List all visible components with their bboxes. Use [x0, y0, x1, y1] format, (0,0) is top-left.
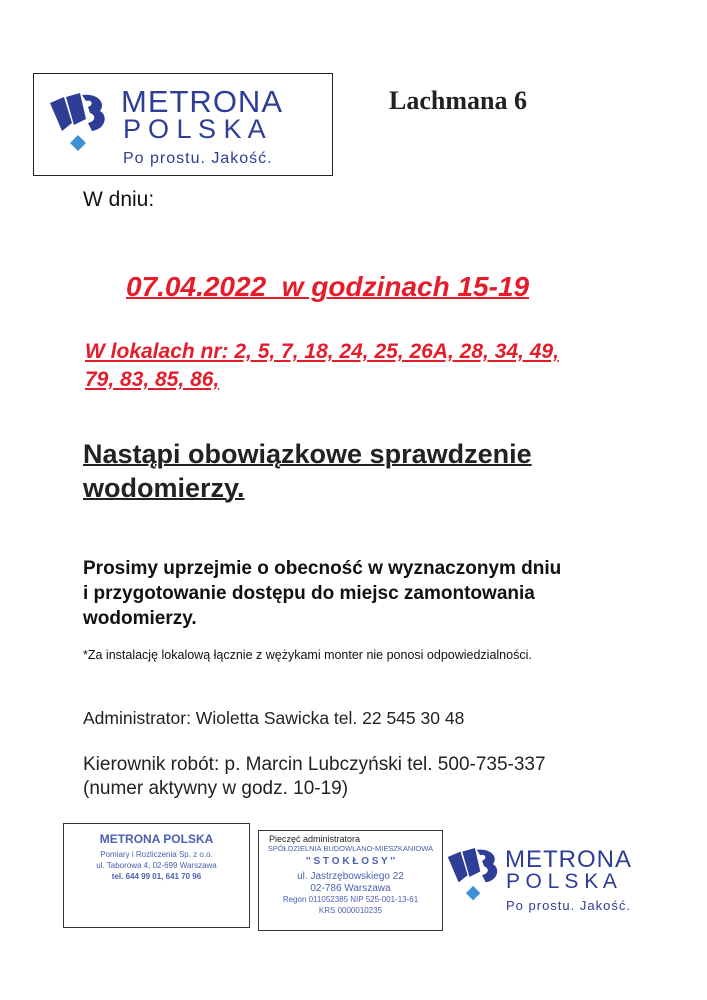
headline-line-2: wodomierzy.	[83, 473, 245, 503]
logo-tagline: Po prostu. Jakość.	[123, 150, 273, 167]
administrator-stamp	[258, 830, 443, 931]
company-stamp	[63, 823, 250, 928]
metrona-logo-box	[33, 73, 333, 176]
inspection-date: 07.04.2022 w godzinach 15-19	[126, 271, 530, 302]
headline-line-1: Nastąpi obowiązkowe sprawdzenie	[83, 439, 532, 469]
building-address: Lachmana 6	[389, 86, 527, 115]
liability-footnote: *Za instalację lokalową łącznie z wężykami monter nie ponosi odpowiedzialności.	[83, 648, 532, 662]
administrator-stamp-line-1: SPÓŁDZIELNIA BUDOWLANO-MIESZKANIOWA	[267, 844, 434, 853]
company-stamp-line-2: ul. Taborowa 4, 02-699 Warszawa	[96, 861, 217, 870]
administrator-stamp-line-3: ul. Jastrzębowskiego 22	[297, 871, 404, 882]
metrona-logo-icon	[48, 89, 110, 159]
footer-logo-wordmark-polska: P O L S K A	[506, 870, 617, 893]
date-intro: W dniu:	[83, 188, 155, 211]
notice-headline	[83, 437, 643, 505]
company-stamp-line-1: Pomiary i Rozliczenia Sp. z o.o.	[100, 850, 213, 859]
metrona-logo-icon	[446, 844, 502, 908]
logo-wordmark-polska: P O L S K A	[123, 114, 266, 144]
apartment-list-line-1: W lokalach nr: 2, 5, 7, 18, 24, 25, 26A, 28, 34, 49,	[85, 340, 559, 363]
request-paragraph	[83, 556, 643, 631]
manager-contact-line-1: Kierownik robót: p. Marcin Lubczyński tel. 500-735-337	[83, 754, 546, 775]
company-stamp-phone: tel. 644 99 01, 641 70 96	[111, 872, 202, 881]
metrona-footer-logo	[446, 838, 676, 918]
administrator-stamp-line-6: KRS 0000010235	[318, 906, 383, 915]
request-line-3: wodomierzy.	[83, 608, 197, 629]
request-line-2: i przygotowanie dostępu do miejsc zamontowania	[83, 583, 535, 604]
company-stamp-title: METRONA POLSKA	[99, 832, 214, 846]
administrator-stamp-line-4: 02-786 Warszawa	[310, 883, 391, 894]
administrator-stamp-line-5: Regon 011052385 NIP 525-001-13-61	[282, 895, 419, 904]
administrator-stamp-label: Pieczęć administratora	[269, 834, 361, 844]
logo-wordmark-metrona: METRONA	[121, 84, 283, 119]
request-line-1: Prosimy uprzejmie o obecność w wyznaczonym dniu	[83, 558, 562, 579]
footer-logo-wordmark-metrona: METRONA	[505, 846, 632, 873]
manager-contact	[83, 753, 546, 801]
apartment-list-line-2: 79, 83, 85, 86,	[85, 368, 220, 391]
footer-logo-tagline: Po prostu. Jakość.	[506, 898, 631, 913]
administrator-contact: Administrator: Wioletta Sawicka tel. 22 545 30 48	[83, 708, 465, 728]
apartment-list	[85, 338, 645, 394]
manager-contact-line-2: (numer aktywny w godz. 10-19)	[83, 778, 349, 799]
administrator-stamp-name: '' S T O K Ł O S Y ''	[305, 856, 396, 867]
